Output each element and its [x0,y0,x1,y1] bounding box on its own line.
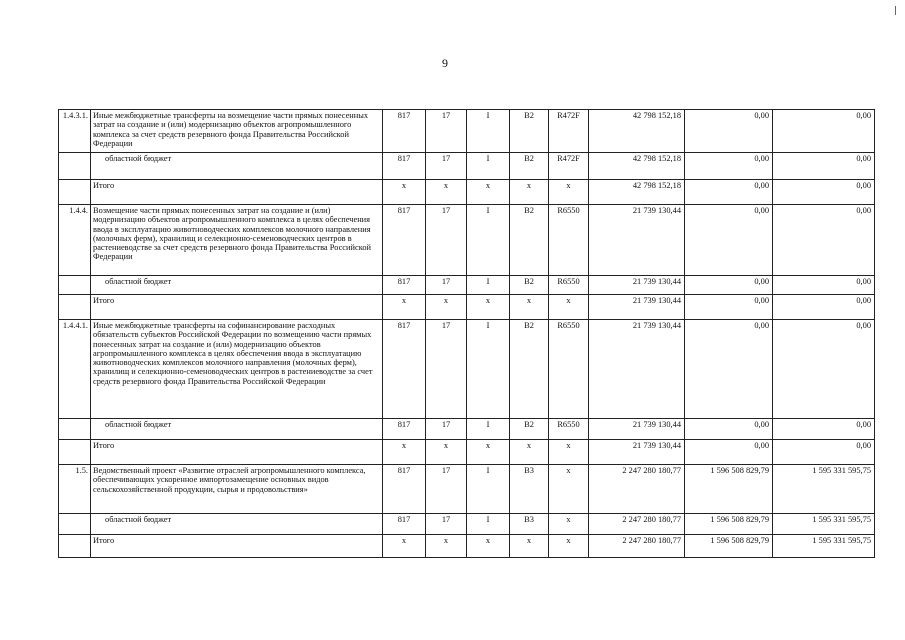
table-row [59,295,875,320]
cell-v3: 0,00 [773,295,875,320]
cell-v1: 42 798 152,18 [589,153,685,180]
cell-v3: 0,00 [773,153,875,180]
cell-v1: 21 739 130,44 [589,276,685,295]
cell-v2: 0,00 [685,295,773,320]
cell-c5: R472F [549,153,589,180]
cell-v2: 0,00 [685,110,773,153]
cell-c5: x [549,440,589,465]
cell-c3: I [467,110,510,153]
table-row [59,514,875,535]
cell-v1: 42 798 152,18 [589,110,685,153]
cell-num [59,153,91,180]
cell-c5: x [549,514,589,535]
cell-c3: I [467,419,510,440]
cell-c2: 17 [426,419,467,440]
cell-c5: R6550 [549,320,589,419]
cell-c3: I [467,205,510,276]
cell-c1: 817 [383,514,426,535]
cell-num [59,180,91,205]
cell-c4: B3 [510,465,549,514]
cell-v3: 0,00 [773,276,875,295]
cell-c3: x [467,440,510,465]
cell-c2: x [426,535,467,558]
cell-c4: x [510,295,549,320]
cell-num: 1.4.4.1. [59,320,91,419]
cell-v1: 2 247 280 180,77 [589,514,685,535]
cell-c2: 17 [426,320,467,419]
cell-c1: 817 [383,110,426,153]
table-body [59,110,875,558]
cell-name: Иные межбюджетные трансферты на софинансирование расходных обязательств субъектов Российской Федерации по возмещению части прямых понесенных затрат на создание и (или) модернизацию объектов агропромышленного комплекса в целях обеспечения ввода в эксплуатацию животноводческих комплексов молочного направления (молочных ферм), хранилищ и селекционно-семеноводческих центров в растениеводстве за счет средств резервного фонда Правительства Российской Федерации [91,320,383,419]
cell-num: 1.4.3.1. [59,110,91,153]
cell-v1: 42 798 152,18 [589,180,685,205]
table-row [59,320,875,419]
cell-c5: x [549,465,589,514]
cell-c4: x [510,180,549,205]
cell-c3: x [467,180,510,205]
cell-c5: x [549,535,589,558]
cell-v2: 0,00 [685,320,773,419]
cell-v2: 0,00 [685,205,773,276]
cell-c2: 17 [426,276,467,295]
page-number: 9 [442,56,448,70]
cell-v1: 2 247 280 180,77 [589,465,685,514]
cell-c1: x [383,295,426,320]
cell-v3: 0,00 [773,320,875,419]
cell-c4: x [510,535,549,558]
cell-c4: B2 [510,419,549,440]
cell-v1: 21 739 130,44 [589,320,685,419]
cell-v3: 0,00 [773,180,875,205]
cell-v3: 1 595 331 595,75 [773,514,875,535]
cell-num: 1.4.4. [59,205,91,276]
cell-c3: I [467,514,510,535]
cell-v3: 1 595 331 595,75 [773,465,875,514]
cell-v1: 21 739 130,44 [589,440,685,465]
cell-c2: 17 [426,110,467,153]
table-row [59,205,875,276]
cell-v3: 0,00 [773,440,875,465]
table-row [59,110,875,153]
cell-name: Итого [91,440,383,465]
cell-c2: 17 [426,514,467,535]
cell-v2: 1 596 508 829,79 [685,535,773,558]
cell-c1: 817 [383,205,426,276]
table-row [59,180,875,205]
cell-v2: 0,00 [685,153,773,180]
cell-c2: 17 [426,205,467,276]
cell-v2: 0,00 [685,180,773,205]
cell-c2: x [426,440,467,465]
cell-name: Возмещение части прямых понесенных затрат на создание и (или) модернизацию объектов агропромышленного комплекса в целях обеспечения ввода в эксплуатацию животноводческих комплексов молочного направления (молочных ферм), хранилищ и селекционно-семеноводческих центров в растениеводстве за счет средств резервного фонда Правительства Российской Федерации [91,205,383,276]
cell-v2: 0,00 [685,276,773,295]
cell-c4: x [510,440,549,465]
cell-v2: 0,00 [685,419,773,440]
cell-name: областной бюджет [91,514,383,535]
cell-c2: x [426,180,467,205]
cell-name: Итого [91,180,383,205]
cell-name: областной бюджет [91,419,383,440]
cell-name: Итого [91,295,383,320]
cell-v2: 1 596 508 829,79 [685,465,773,514]
cell-name: Иные межбюджетные трансферты на возмещение части прямых понесенных затрат на создание и (или) модернизацию объектов агропромышленного комплекса за счет средств резервного фонда Правительства Российской Федерации [91,110,383,153]
cell-c5: R6550 [549,419,589,440]
cell-c5: x [549,180,589,205]
cell-num [59,276,91,295]
cell-c2: 17 [426,153,467,180]
cell-c3: x [467,295,510,320]
cell-v1: 21 739 130,44 [589,295,685,320]
cell-c1: 817 [383,320,426,419]
cell-c3: x [467,535,510,558]
cell-name: областной бюджет [91,153,383,180]
cell-num [59,535,91,558]
cell-v2: 0,00 [685,440,773,465]
cell-c1: x [383,180,426,205]
cell-c5: R472F [549,110,589,153]
cell-c3: I [467,276,510,295]
table-row [59,153,875,180]
cell-c4: B2 [510,153,549,180]
cell-c1: x [383,440,426,465]
cell-name: Итого [91,535,383,558]
cell-c1: 817 [383,419,426,440]
cell-c1: x [383,535,426,558]
budget-table [58,109,875,558]
cell-num [59,295,91,320]
cell-name: областной бюджет [91,276,383,295]
cell-num [59,514,91,535]
cell-c1: 817 [383,276,426,295]
cell-name: Ведомственный проект «Развитие отраслей агропромышленного комплекса, обеспечивающих ускоренное импортозамещение основных видов сельскохозяйственной продукции, сырья и продовольствия» [91,465,383,514]
table-row [59,465,875,514]
cell-c4: B2 [510,320,549,419]
cell-c1: 817 [383,465,426,514]
cell-c4: B3 [510,514,549,535]
cell-c5: R6550 [549,205,589,276]
cell-v3: 1 595 331 595,75 [773,535,875,558]
table-row [59,535,875,558]
cell-c3: I [467,153,510,180]
cell-v1: 21 739 130,44 [589,205,685,276]
table-row [59,276,875,295]
cell-num [59,419,91,440]
scan-mark [895,6,896,15]
cell-num [59,440,91,465]
cell-v1: 2 247 280 180,77 [589,535,685,558]
cell-v2: 1 596 508 829,79 [685,514,773,535]
cell-v3: 0,00 [773,419,875,440]
cell-c5: R6550 [549,276,589,295]
cell-c3: I [467,465,510,514]
cell-v3: 0,00 [773,110,875,153]
cell-v3: 0,00 [773,205,875,276]
cell-c3: I [467,320,510,419]
cell-c2: 17 [426,465,467,514]
cell-num: 1.5. [59,465,91,514]
table-row [59,440,875,465]
cell-v1: 21 739 130,44 [589,419,685,440]
cell-c1: 817 [383,153,426,180]
cell-c4: B2 [510,205,549,276]
table-row [59,419,875,440]
cell-c2: x [426,295,467,320]
cell-c4: B2 [510,276,549,295]
cell-c5: x [549,295,589,320]
cell-c4: B2 [510,110,549,153]
